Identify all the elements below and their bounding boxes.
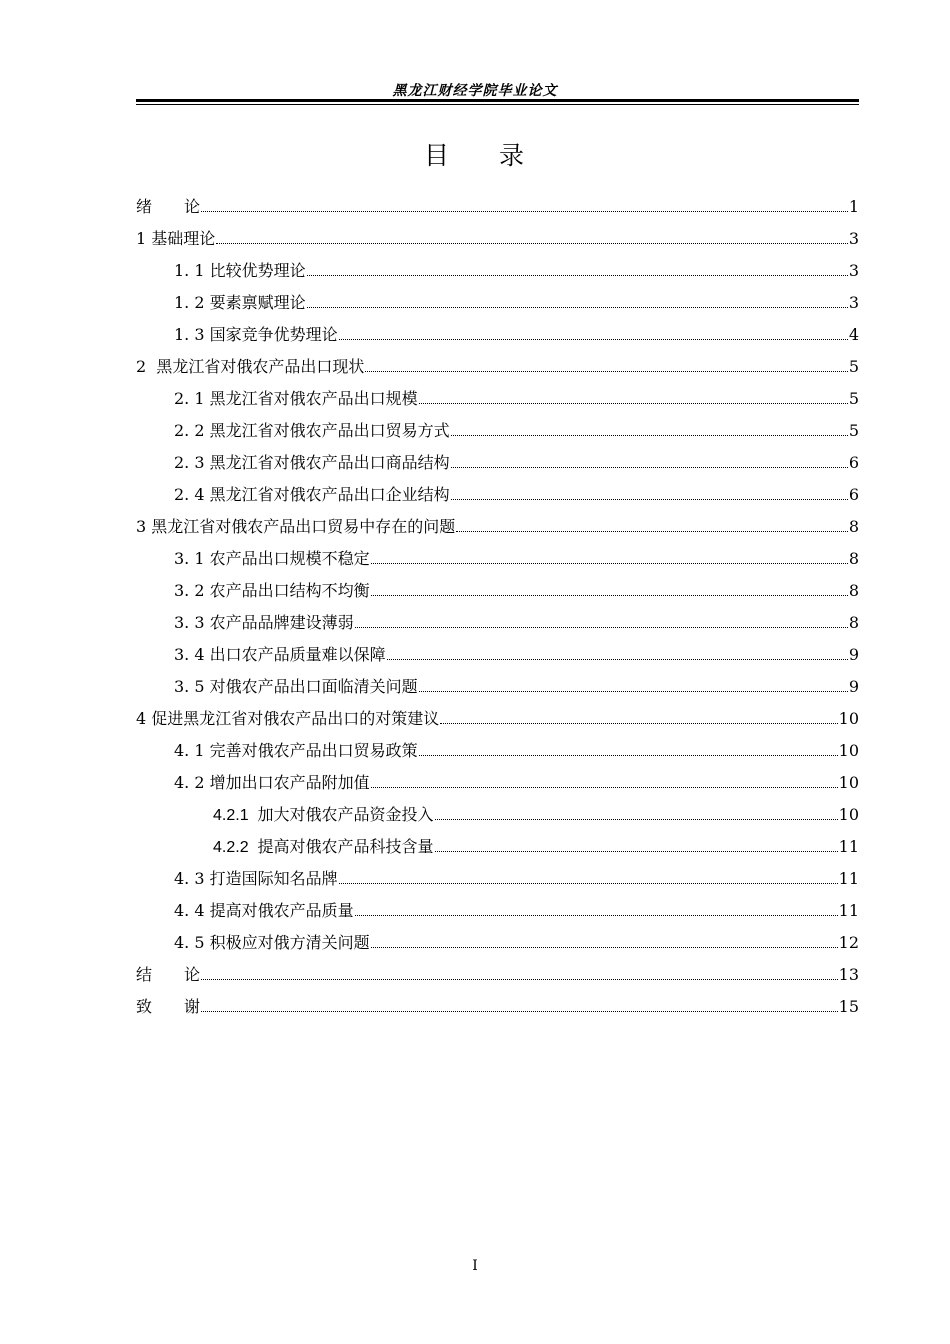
toc-entry-page: 11 <box>838 837 859 856</box>
toc-leader-dots <box>387 659 848 660</box>
toc-leader-dots <box>216 243 848 244</box>
toc-entry[interactable] <box>136 703 859 735</box>
toc-entry-label: 国家竞争优势理论 <box>209 325 338 344</box>
toc-entry-page: 8 <box>848 581 859 600</box>
toc-leader-dots <box>435 819 838 820</box>
toc-entry-page: 12 <box>838 933 859 952</box>
toc-entry-number: 3. 1 <box>174 549 210 568</box>
toc-entry-label: 黑龙江省对俄农产品出口商品结构 <box>209 453 450 472</box>
toc-entry-number: 4. 2 <box>174 773 210 792</box>
toc-entry-label: 黑龙江省对俄农产品出口企业结构 <box>209 485 450 504</box>
toc-entry-number: 1. 1 <box>174 261 210 280</box>
toc-entry[interactable] <box>136 639 859 671</box>
toc-entry-label: 打造国际知名品牌 <box>209 869 338 888</box>
toc-entry[interactable] <box>136 479 859 511</box>
toc-entry-label: 比较优势理论 <box>209 261 306 280</box>
toc-entry-label: 完善对俄农产品出口贸易政策 <box>209 741 418 760</box>
toc-leader-dots <box>435 851 838 852</box>
toc-entry[interactable] <box>136 991 859 1023</box>
toc-leader-dots <box>339 883 838 884</box>
toc-entry-number: 2. 4 <box>174 485 210 504</box>
toc-leader-dots <box>355 627 848 628</box>
toc-entry-label: 积极应对俄方清关问题 <box>209 933 370 952</box>
toc-entry[interactable] <box>136 543 859 575</box>
toc-entry-label: 黑龙江省对俄农产品出口贸易中存在的问题 <box>151 517 456 536</box>
running-header-title: 黑龙江财经学院毕业论文 <box>392 83 558 99</box>
toc-entry-number: 2 <box>136 357 157 376</box>
toc-entry-page: 4 <box>848 325 859 344</box>
toc-entry[interactable] <box>136 191 859 223</box>
toc-entry-page: 9 <box>848 645 859 664</box>
toc-entry[interactable] <box>136 575 859 607</box>
toc-entry-number: 2. 3 <box>174 453 210 472</box>
toc-entry-label: 提高对俄农产品质量 <box>209 901 354 920</box>
toc-entry-page: 11 <box>838 869 859 888</box>
toc-entry[interactable] <box>136 671 859 703</box>
toc-entry-label: 致 谢 <box>136 997 201 1016</box>
toc-leader-dots <box>419 403 848 404</box>
toc-entry[interactable] <box>136 831 859 863</box>
toc-entry-number: 4. 5 <box>174 933 210 952</box>
toc-leader-dots <box>371 595 848 596</box>
toc-entry-page: 3 <box>848 293 859 312</box>
toc-entry-page: 5 <box>848 421 859 440</box>
toc-leader-dots <box>201 211 848 212</box>
toc-entry-page: 15 <box>838 997 859 1016</box>
toc-entry-label: 农产品品牌建设薄弱 <box>209 613 354 632</box>
toc-entry-label: 提高对俄农产品科技含量 <box>257 837 434 856</box>
toc-entry[interactable] <box>136 511 859 543</box>
toc-entry[interactable] <box>136 799 859 831</box>
toc-entry-label: 结 论 <box>136 965 201 984</box>
toc-leader-dots <box>371 787 838 788</box>
toc-leader-dots <box>371 947 838 948</box>
toc-entry-page: 8 <box>848 517 859 536</box>
toc-entry-number: 4 <box>136 709 152 728</box>
toc-entry[interactable] <box>136 351 859 383</box>
toc-entry-label: 出口农产品质量难以保障 <box>209 645 386 664</box>
toc-entry[interactable] <box>136 415 859 447</box>
toc-entry[interactable] <box>136 447 859 479</box>
toc-title-right: 录 <box>499 141 527 170</box>
toc-entry-label: 黑龙江省对俄农产品出口规模 <box>209 389 418 408</box>
toc-entry-label: 促进黑龙江省对俄农产品出口的对策建议 <box>151 709 440 728</box>
toc-entry-page: 10 <box>838 709 859 728</box>
toc-entry[interactable] <box>136 319 859 351</box>
toc-leader-dots <box>307 275 848 276</box>
toc-entry[interactable] <box>136 287 859 319</box>
toc-entry[interactable] <box>136 767 859 799</box>
toc-entry-page: 8 <box>848 613 859 632</box>
toc-leader-dots <box>451 499 848 500</box>
toc-entry-label: 黑龙江省对俄农产品出口现状 <box>156 357 365 376</box>
toc-entry-label: 黑龙江省对俄农产品出口贸易方式 <box>209 421 450 440</box>
toc-entry-page: 3 <box>848 229 859 248</box>
toc-entry-number: 4. 4 <box>174 901 210 920</box>
toc-entry-page: 3 <box>848 261 859 280</box>
toc-title <box>0 136 950 172</box>
toc-entry-page: 6 <box>848 485 859 504</box>
header-rule-thick <box>136 99 859 102</box>
toc-leader-dots <box>456 531 848 532</box>
toc-entry-page: 10 <box>838 805 859 824</box>
toc-entry[interactable] <box>136 959 859 991</box>
toc-entry-number: 4.2.1 <box>213 807 258 824</box>
toc-leader-dots <box>419 755 838 756</box>
toc-entry-number: 3. 4 <box>174 645 210 664</box>
toc-leader-dots <box>307 307 848 308</box>
toc-entry[interactable] <box>136 927 859 959</box>
toc-leader-dots <box>201 1011 838 1012</box>
toc-entry[interactable] <box>136 863 859 895</box>
toc-entry-number: 3. 5 <box>174 677 210 696</box>
toc-entry-label: 基础理论 <box>151 229 216 248</box>
toc-entry-page: 10 <box>838 773 859 792</box>
toc-entry-label: 要素禀赋理论 <box>209 293 306 312</box>
toc-entry-label: 增加出口农产品附加值 <box>209 773 370 792</box>
toc-entry-page: 5 <box>848 389 859 408</box>
toc-leader-dots <box>201 979 838 980</box>
toc-entry-label: 农产品出口规模不稳定 <box>209 549 370 568</box>
toc-entry-number: 1. 3 <box>174 325 210 344</box>
toc-leader-dots <box>355 915 838 916</box>
toc-entry-label: 绪 论 <box>136 197 201 216</box>
toc-entry-number: 3 <box>136 517 152 536</box>
toc-entry[interactable] <box>136 607 859 639</box>
toc-leader-dots <box>451 467 848 468</box>
toc-entry-page: 9 <box>848 677 859 696</box>
toc-leader-dots <box>440 723 837 724</box>
table-of-contents <box>136 191 859 1023</box>
toc-leader-dots <box>339 339 848 340</box>
toc-entry-number: 4.2.2 <box>213 839 258 856</box>
toc-entry-number: 3. 3 <box>174 613 210 632</box>
toc-leader-dots <box>451 435 848 436</box>
toc-entry-number: 1 <box>136 229 152 248</box>
toc-entry-label: 对俄农产品出口面临清关问题 <box>209 677 418 696</box>
toc-entry-page: 10 <box>838 741 859 760</box>
toc-entry-number: 4. 3 <box>174 869 210 888</box>
toc-entry[interactable] <box>136 895 859 927</box>
toc-entry-page: 5 <box>848 357 859 376</box>
toc-title-left: 目 <box>423 141 451 170</box>
toc-entry-label: 农产品出口结构不均衡 <box>209 581 370 600</box>
page-number: I <box>472 1258 478 1274</box>
toc-entry-label: 加大对俄农产品资金投入 <box>257 805 434 824</box>
toc-entry[interactable] <box>136 383 859 415</box>
toc-leader-dots <box>365 371 847 372</box>
toc-entry-number: 1. 2 <box>174 293 210 312</box>
toc-entry[interactable] <box>136 735 859 767</box>
toc-entry-number: 4. 1 <box>174 741 210 760</box>
toc-entry-page: 13 <box>838 965 859 984</box>
toc-entry[interactable] <box>136 223 859 255</box>
toc-leader-dots <box>419 691 848 692</box>
header-rule-thin <box>136 104 859 105</box>
toc-entry-page: 8 <box>848 549 859 568</box>
toc-leader-dots <box>371 563 848 564</box>
toc-entry-page: 11 <box>838 901 859 920</box>
toc-entry[interactable] <box>136 255 859 287</box>
toc-entry-page: 1 <box>848 197 859 216</box>
toc-entry-page: 6 <box>848 453 859 472</box>
toc-entry-number: 2. 1 <box>174 389 210 408</box>
toc-entry-number: 2. 2 <box>174 421 210 440</box>
toc-entry-number: 3. 2 <box>174 581 210 600</box>
